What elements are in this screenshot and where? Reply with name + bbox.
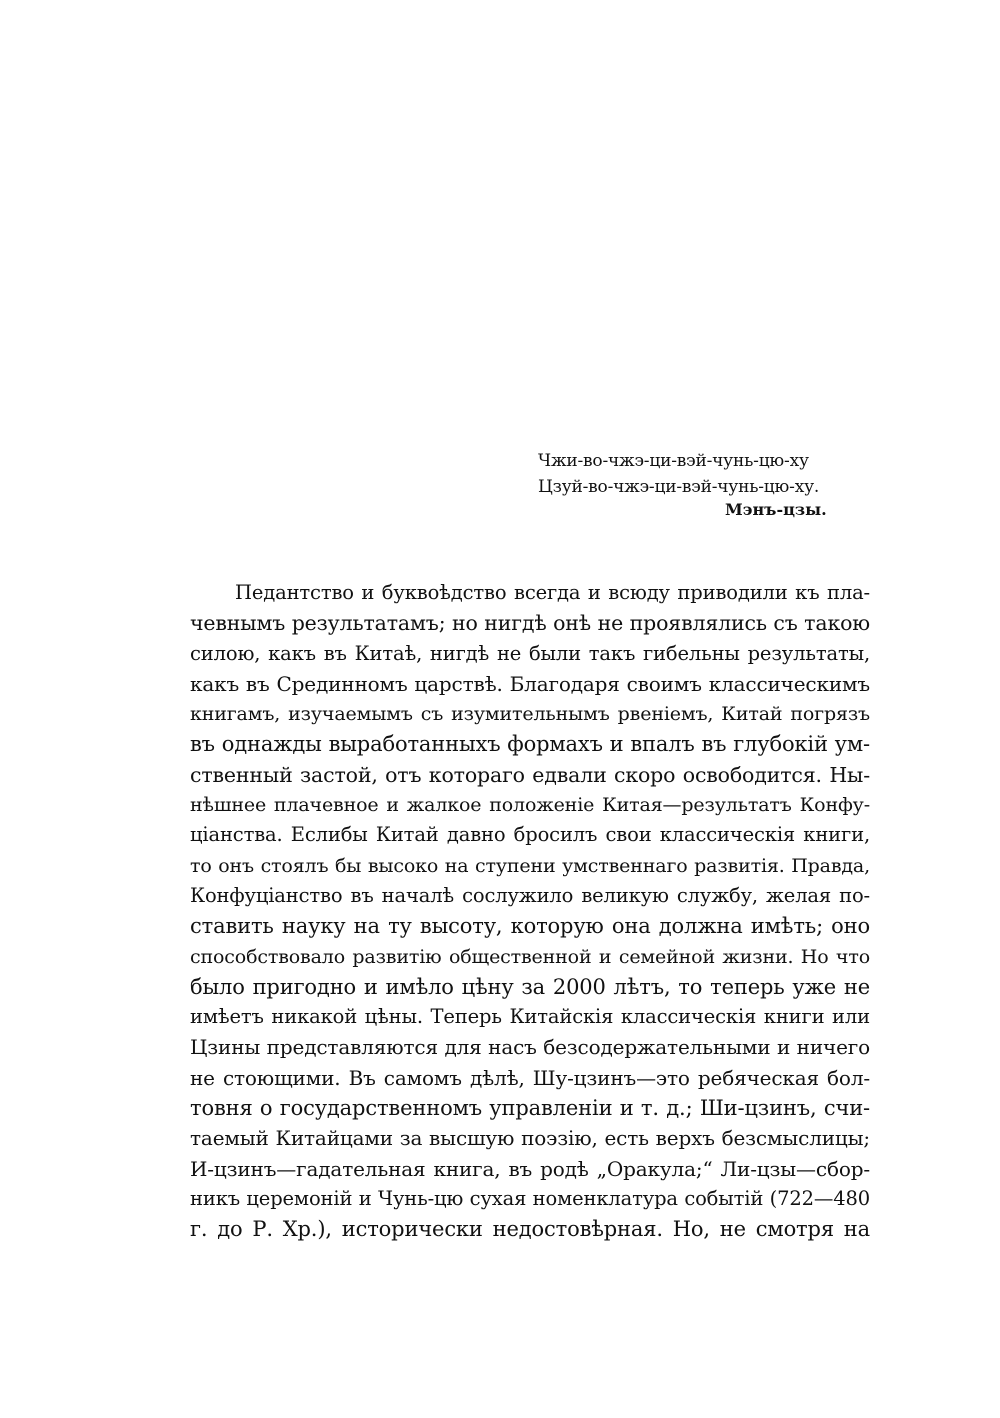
text-line: никъ церемоній и Чунь-цю сухая номенклатура событій (722—480 (190, 1186, 870, 1210)
text-line: таемый Китайцами за высшую поэзію, есть верхъ безсмыслицы; (190, 1126, 870, 1151)
epigraph-source: Мэнъ-цзы. (725, 500, 827, 519)
text-line: ставить науку на ту высоту, которую она должна имѣть; оно (190, 914, 870, 939)
text-line: то онъ стоялъ бы высоко на ступени умственнаго развитія. Правда, (190, 854, 870, 877)
body-paragraph (190, 578, 870, 1245)
text-line: Цзины представляются для насъ безсодержательными и ничего (190, 1035, 870, 1060)
text-line: имѣетъ никакой цѣны. Теперь Китайскія классическія книги или (190, 1005, 870, 1029)
epigraph (538, 448, 838, 500)
text-line: какъ въ Срединномъ царствѣ. Благодаря своимъ классическимъ (190, 671, 870, 696)
text-line: ственный застой, отъ котораго едвали скоро освободится. Ны- (190, 762, 870, 787)
text-line: товня о государственномъ управленіи и т. д.; Ши-цзинъ, счи- (190, 1096, 870, 1121)
text-line: способствовало развитію общественной и семейной жизни. Но что (190, 945, 870, 968)
text-line: силою, какъ въ Китаѣ, нигдѣ не были такъ гибельны результаты, (190, 641, 870, 665)
text-line: г. до Р. Хр.), исторически недостовѣрная. Но, не смотря на (190, 1217, 870, 1242)
text-line: чевнымъ результатамъ; но нигдѣ онѣ не проявлялись съ такою (190, 611, 870, 636)
text-line: книгамъ, изучаемымъ съ изумительнымъ рвеніемъ, Китай погрязъ (190, 703, 870, 726)
text-line: Педантство и буквоѣдство всегда и всюду приводили къ пла- (235, 581, 870, 604)
text-line: ціанства. Еслибы Китай давно бросилъ свои классическія книги, (190, 823, 870, 847)
text-line: Конфуціанство въ началѣ сослужило великую службу, желая по- (190, 883, 870, 907)
text-line: въ однажды выработанныхъ формахъ и впалъ въ глубокій ум- (190, 732, 870, 757)
text-line: нѣшнее плачевное и жалкое положеніе Китая—результатъ Конфу- (190, 794, 870, 817)
epigraph-line: Чжи-во-чжэ-ци-вэй-чунь-цю-ху (538, 451, 809, 471)
text-line: И-цзинъ—гадательная книга, въ родѣ „Оракула;“ Ли-цзы—сбор- (190, 1156, 870, 1181)
text-line: было пригодно и имѣло цѣну за 2000 лѣтъ, то теперь уже не (190, 974, 870, 999)
text-line: не стоющими. Въ самомъ дѣлѣ, Шу-цзинъ—это ребяческая бол- (190, 1065, 870, 1090)
epigraph-line: Цзуй-во-чжэ-ци-вэй-чунь-цю-ху. (538, 477, 820, 497)
